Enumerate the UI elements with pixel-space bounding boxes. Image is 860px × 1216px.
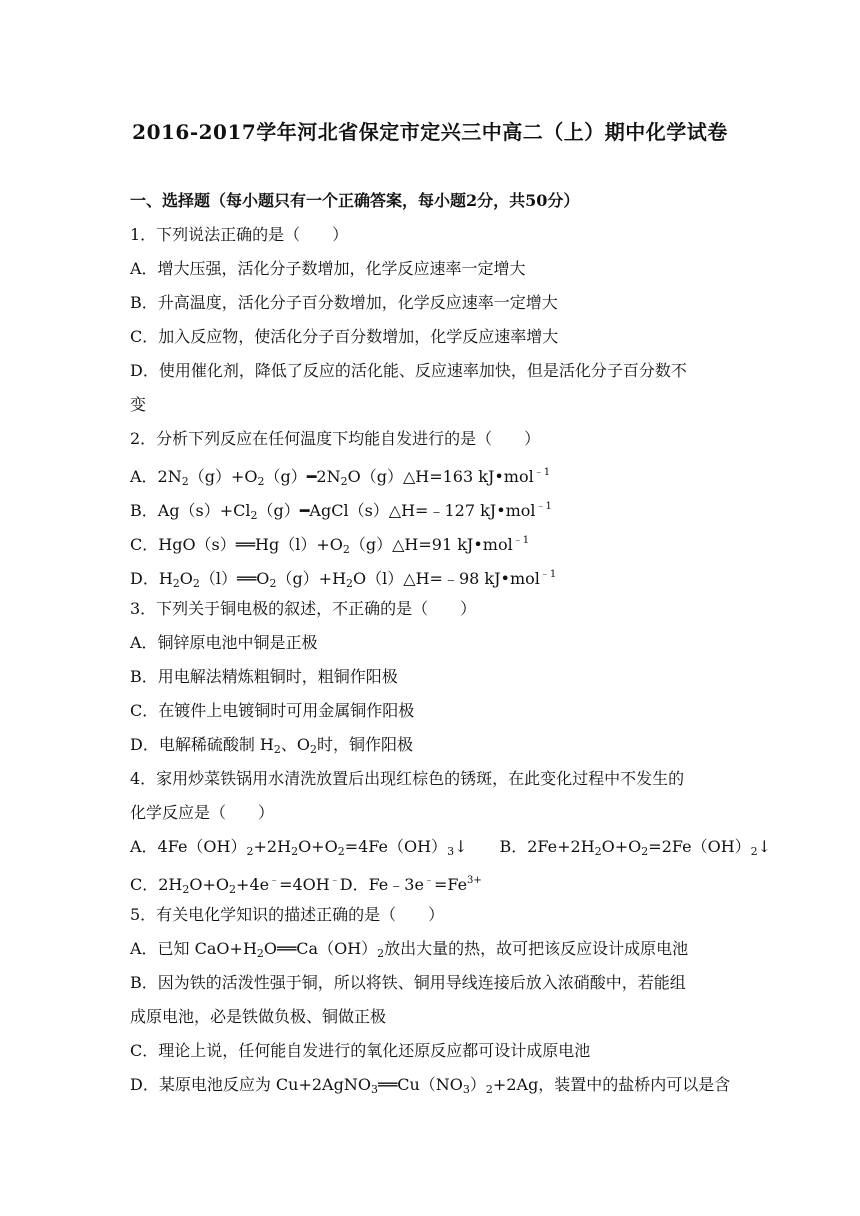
q4-stem-cont: 化学反应是（ ） bbox=[130, 803, 275, 822]
q1-option-d-cont: 变 bbox=[130, 395, 147, 414]
q5-option-b: B．因为铁的活泼性强于铜，所以将铁、铜用导线连接后放入浓硝酸中，若能组 bbox=[130, 973, 686, 992]
q3-option-a: A．铜锌原电池中铜是正极 bbox=[130, 633, 318, 652]
q3-stem: 3．下列关于铜电极的叙述，不正确的是（ ） bbox=[130, 599, 477, 618]
page-title: 2016-2017学年河北省保定市定兴三中高二（上）期中化学试卷 bbox=[132, 120, 728, 144]
q1-option-d: D．使用催化剂，降低了反应的活化能、反应速率加快，但是活化分子百分数不 bbox=[130, 361, 687, 380]
q3-option-d: D．电解稀硫酸制 $H_2$、$O_2$时，铜作阳极 bbox=[130, 735, 414, 756]
q5-option-a: A．已知 $CaO+H_2O══Ca(OH)_2$放出大量的热，故可把该反应设计成原电池 bbox=[130, 939, 689, 960]
q2-option-c: C．$HgO(s)══Hg(l)+O_2(g)\triangle H=91$ kJ•mol$^{﹣1}$ bbox=[130, 535, 530, 556]
q5-stem: 5．有关电化学知识的描述正确的是（ ） bbox=[130, 905, 445, 924]
q3-option-c: C．在镀件上电镀铜时可用金属铜作阳极 bbox=[130, 701, 415, 720]
q3-option-b: B．用电解法精炼粗铜时，粗铜作阳极 bbox=[130, 667, 398, 686]
q2-stem: 2．分析下列反应在任何温度下均能自发进行的是（ ） bbox=[130, 429, 541, 448]
q2-option-a: A．$2N_2(g)+O_2(g)━2N_2O(g)\triangle H=163$ kJ•mol$^{﹣1}$ bbox=[130, 467, 551, 488]
q1-option-c: C．加入反应物，使活化分子百分数增加，化学反应速率增大 bbox=[130, 327, 559, 346]
q4-options-cd: C．$2H_2O+O_2+4e^﹣=4OH^﹣D$．$Fe﹣3e^﹣=Fe^{3+}$ bbox=[130, 875, 482, 896]
q1-stem: 1．下列说法正确的是（ ） bbox=[130, 225, 349, 244]
q2-option-d: D．$H_2O_2(l)══O_2(g)+H_2O(l)\triangle H=﹣98$ kJ•mol$^{﹣1}$ bbox=[130, 569, 557, 590]
q4-options-ab: A．$4Fe(OH)_2+2H_2O+O_2=4Fe(OH)_3↓$ B．$2Fe+2H_2O+O_2=2Fe(OH)_2↓$ bbox=[130, 837, 772, 858]
q5-option-d: D．某原电池反应为 $Cu+2AgNO_3══Cu(NO_3)_2+2Ag$，装置中的盐桥内可以是含 bbox=[130, 1075, 731, 1096]
q1-option-b: B．升高温度，活化分子百分数增加，化学反应速率一定增大 bbox=[130, 293, 558, 312]
section-heading: 一、选择题（每小题只有一个正确答案，每小题2分，共50分） bbox=[130, 191, 580, 210]
q5-option-c: C．理论上说，任何能自发进行的氧化还原反应都可设计成原电池 bbox=[130, 1041, 591, 1060]
q4-stem: 4．家用炒菜铁锅用水清洗放置后出现红棕色的锈斑，在此变化过程中不发生的 bbox=[130, 769, 685, 788]
q5-option-b-cont: 成原电池，必是铁做负极、铜做正极 bbox=[130, 1007, 387, 1026]
q1-option-a: A．增大压强，活化分子数增加，化学反应速率一定增大 bbox=[130, 259, 526, 278]
q2-option-b: B．$Ag(s)+Cl_2(g)━AgCl(s)\triangle H=﹣127$ kJ•mol$^{﹣1}$ bbox=[130, 501, 552, 522]
